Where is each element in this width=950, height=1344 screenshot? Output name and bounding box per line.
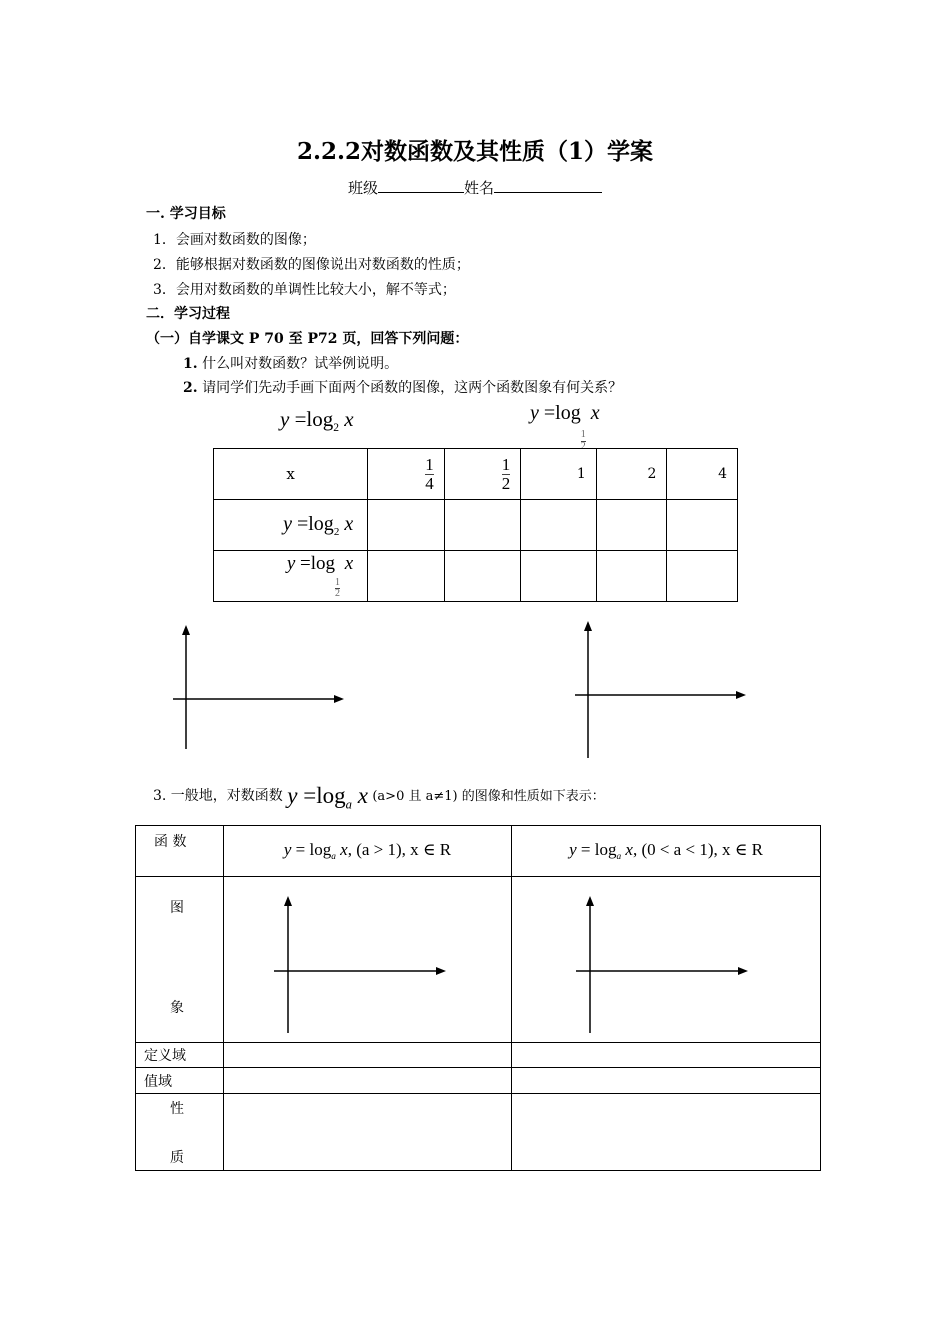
value-cell[interactable] xyxy=(521,551,597,602)
objective-item: 3．会用对数函数的单调性比较大小，解不等式； xyxy=(153,282,456,298)
header-x: x xyxy=(214,449,368,500)
properties-table xyxy=(135,825,821,1171)
question-3-text-after: (a>0 且 a≠1) 的图像和性质如下表示： xyxy=(372,789,605,804)
graph-label-bottom: 象 xyxy=(170,1000,184,1016)
domain-label: 定义域 xyxy=(136,1043,224,1068)
domain-cell-left[interactable] xyxy=(224,1043,512,1068)
question-1 xyxy=(183,353,398,373)
graph-label-top: 图 xyxy=(170,900,184,916)
question-3 xyxy=(153,783,605,813)
value-cell[interactable] xyxy=(368,551,445,602)
row-label-log-half: y =log $\frac{1}{2}$ x xyxy=(214,551,368,602)
class-label: 班级 xyxy=(347,179,378,197)
class-blank[interactable] xyxy=(378,176,464,193)
row-label-log2: $y =\log_2$ x xyxy=(214,500,368,551)
func-right-header: $y = \log_a x$, (0 < a < 1), x ∈ R xyxy=(512,826,821,877)
page-title: 2.2.2对数函数及其性质（1）学案 xyxy=(296,138,654,165)
question-3-text-before: 一般地，对数函数 xyxy=(166,788,283,804)
value-cell[interactable] xyxy=(596,551,667,602)
prop-label-cell xyxy=(136,1094,224,1171)
class-name-line xyxy=(0,176,950,198)
prop-cell-right[interactable] xyxy=(512,1094,821,1171)
value-cell[interactable] xyxy=(444,500,521,551)
objective-item: 1．会画对数函数的图像； xyxy=(153,232,316,248)
name-label: 姓名 xyxy=(464,179,495,197)
question-2 xyxy=(183,377,622,397)
graph-label-cell xyxy=(136,877,224,1043)
section2-subheading: （一）自学课文 P 70 至 P72 页，回答下列问题： xyxy=(146,331,469,347)
question-2-number: 2. xyxy=(183,380,198,396)
header-two: 2 xyxy=(596,449,667,500)
graph-cell-right[interactable] xyxy=(512,877,821,1043)
formula-log-half: y =log $\frac{1}{2}$ x xyxy=(530,402,600,452)
value-cell[interactable] xyxy=(667,500,738,551)
func-label: 函 数 xyxy=(136,826,224,877)
range-label: 值域 xyxy=(136,1068,224,1094)
header-quarter: $\frac{1}{4}$ xyxy=(368,449,445,500)
header-four: 4 xyxy=(667,449,738,500)
formula-log2: $y =\log_2$ x xyxy=(280,407,354,435)
section2-heading: 二．学习过程 xyxy=(146,306,230,322)
range-cell-right[interactable] xyxy=(512,1068,821,1094)
prop-label-top: 性 xyxy=(170,1101,184,1117)
header-one: 1 xyxy=(521,449,597,500)
objective-item: 2．能够根据对数函数的图像说出对数函数的性质； xyxy=(153,257,470,273)
header-half: $\frac{1}{2}$ xyxy=(444,449,521,500)
prop-cell-left[interactable] xyxy=(224,1094,512,1171)
axes-right[interactable] xyxy=(572,618,752,760)
value-cell[interactable] xyxy=(521,500,597,551)
question-1-text: 什么叫对数函数？试举例说明。 xyxy=(197,356,399,372)
name-blank[interactable] xyxy=(494,176,602,193)
range-cell-left[interactable] xyxy=(224,1068,512,1094)
graph-cell-left[interactable] xyxy=(224,877,512,1043)
func-left-header: $y = \log_a x$, (a > 1), x ∈ R xyxy=(224,826,512,877)
question-3-number: 3. xyxy=(153,788,167,804)
value-cell[interactable] xyxy=(667,551,738,602)
question-1-number: 1. xyxy=(183,356,198,372)
value-table xyxy=(213,448,738,602)
domain-cell-right[interactable] xyxy=(512,1043,821,1068)
value-cell[interactable] xyxy=(444,551,521,602)
prop-label-bottom: 质 xyxy=(170,1150,184,1166)
formula-log-a: $y =\log_a$ x xyxy=(287,783,368,812)
section1-heading: 一. 学习目标 xyxy=(146,206,226,222)
axes-table-left xyxy=(272,895,452,1035)
axes-table-right xyxy=(574,895,754,1035)
value-cell[interactable] xyxy=(368,500,445,551)
question-2-text: 请同学们先动手画下面两个函数的图像，这两个函数图象有何关系？ xyxy=(197,380,623,396)
axes-left[interactable] xyxy=(170,622,350,752)
value-cell[interactable] xyxy=(596,500,667,551)
